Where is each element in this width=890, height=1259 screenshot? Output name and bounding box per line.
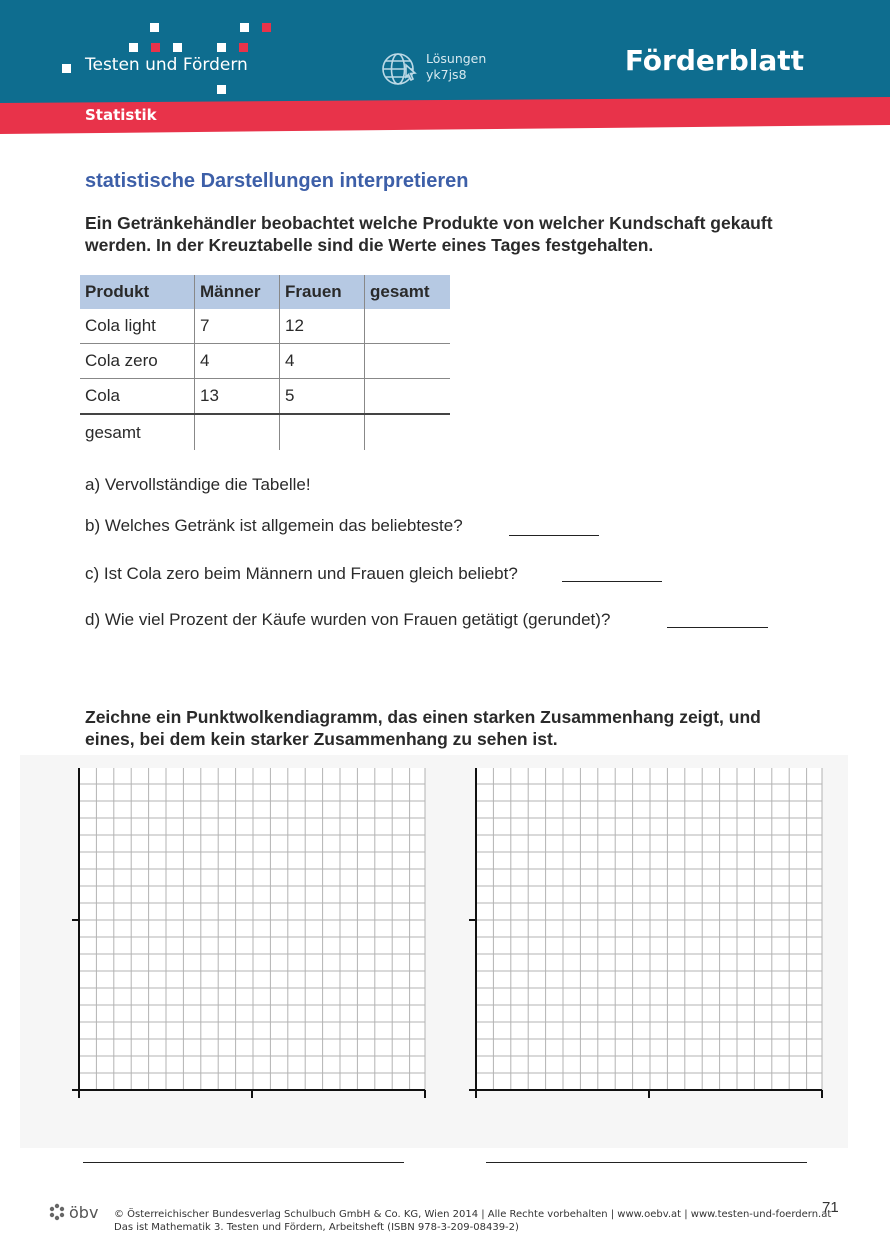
brand-dot: [240, 23, 249, 32]
brand-dot: [129, 43, 138, 52]
table-row: [80, 379, 450, 415]
table-cell: 5: [280, 379, 365, 415]
column-header: Frauen: [280, 275, 365, 309]
footer-line-2: Das ist Mathematik 3. Testen und Fördern, Arbeitsheft (ISBN 978-3-209-08439-2): [114, 1222, 519, 1233]
question-a: a) Vervollständige die Tabelle!: [85, 475, 311, 494]
brand-dot: [262, 23, 271, 32]
footer-line-1: © Österreichischer Bundesverlag Schulbuch GmbH & Co. KG, Wien 2014 | Alle Rechte vorbehalten | www.oebv.at | www.testen-und-foerdern.at: [114, 1209, 832, 1220]
solutions-link[interactable]: [426, 51, 486, 83]
brand-dot: [62, 64, 71, 73]
oebv-logo-icon: [48, 1198, 108, 1226]
question-d: d) Wie viel Prozent der Käufe wurden von Frauen getätigt (gerundet)?: [85, 610, 611, 629]
page-number: 71: [822, 1199, 839, 1216]
table-cell: 12: [280, 309, 365, 344]
oebv-logo-text: öbv: [69, 1203, 99, 1222]
table-cell-blank[interactable]: [365, 344, 451, 379]
globe-link-icon[interactable]: [381, 51, 419, 89]
solutions-code: yk7js8: [426, 67, 467, 82]
table-cell-blank[interactable]: [280, 414, 365, 450]
task-intro: Ein Getränkehändler beobachtet welche Produkte von welcher Kundschaft gekauft werden. In der Kreuztabelle sind die Werte eines Tages festgehalten.: [85, 213, 773, 255]
section-title: statistische Darstellungen interpretieren: [85, 170, 469, 192]
table-cell-blank[interactable]: [365, 414, 451, 450]
table-row-total: [80, 414, 450, 450]
table-cell: 7: [195, 309, 280, 344]
answer-line-right[interactable]: [486, 1162, 807, 1163]
question-b: b) Welches Getränk ist allgemein das beliebteste?: [85, 516, 463, 535]
table-cell: Cola zero: [80, 344, 195, 379]
footer-copyright: [114, 1208, 831, 1234]
drawing-grid-left[interactable]: [72, 768, 432, 1108]
table-cell: Cola: [80, 379, 195, 415]
drawing-grid-right[interactable]: [469, 768, 829, 1108]
answer-blank-b[interactable]: [509, 535, 599, 536]
brand-name: Testen und Fördern: [85, 55, 248, 75]
table-row: [80, 344, 450, 379]
table-cell: 13: [195, 379, 280, 415]
column-header: Produkt: [80, 275, 195, 309]
brand-dot: [217, 43, 226, 52]
brand-dot: [150, 23, 159, 32]
answer-blank-c[interactable]: [562, 581, 662, 582]
solutions-label: Lösungen: [426, 51, 487, 66]
column-header: Männer: [195, 275, 280, 309]
table-header-row: [80, 275, 450, 309]
sheet-title: Förderblatt: [624, 44, 804, 77]
column-header: gesamt: [365, 275, 451, 309]
brand-dot: [151, 43, 160, 52]
brand-dot: [217, 85, 226, 94]
cross-table: [80, 275, 450, 450]
table-cell: 4: [195, 344, 280, 379]
table-row: [80, 309, 450, 344]
table-cell: Cola light: [80, 309, 195, 344]
topic-label: Statistik: [85, 106, 157, 124]
answer-line-left[interactable]: [83, 1162, 404, 1163]
answer-blank-d[interactable]: [667, 627, 768, 628]
table-cell-blank[interactable]: [195, 414, 280, 450]
table-cell: gesamt: [80, 414, 195, 450]
task2-instruction: Zeichne ein Punktwolkendiagramm, das einen starken Zusammenhang zeigt, und eines, bei dem kein starker Zusammenhang zu sehen ist.: [85, 707, 761, 749]
table-cell: 4: [280, 344, 365, 379]
table-cell-blank[interactable]: [365, 379, 451, 415]
table-cell-blank[interactable]: [365, 309, 451, 344]
brand-dot: [173, 43, 182, 52]
brand-dot: [239, 43, 248, 52]
question-c: c) Ist Cola zero beim Männern und Frauen gleich beliebt?: [85, 564, 518, 583]
